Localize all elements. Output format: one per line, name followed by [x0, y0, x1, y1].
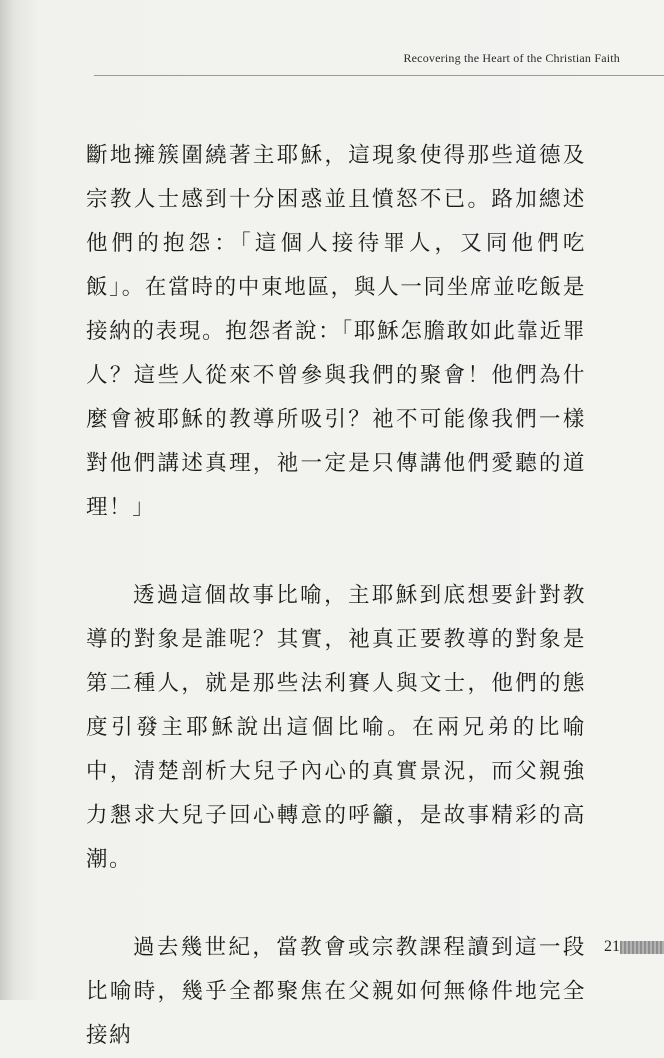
header-rule [94, 75, 664, 76]
running-head-title: Recovering the Heart of the Christian Faith [403, 51, 620, 65]
body-text [86, 134, 586, 1058]
page-edge-tab [620, 941, 664, 954]
page-number: 21 [604, 938, 620, 955]
paragraph-2: 透過這個故事比喻，主耶穌到底想要針對教導的對象是誰呢？其實，祂真正要教導的對象是第二種人，就是那些法利賽人與文士，他們的態度引發主耶穌說出這個比喻。在兩兄弟的比喻中，清楚剖析大兒子內心的真實景況，而父親強力懇求大兒子回心轉意的呼籲，是故事精彩的高潮。 [86, 583, 586, 872]
paragraph-3: 過去幾世紀，當教會或宗教課程讀到這一段比喻時，幾乎全都聚焦在父親如何無條件地完全接納 [86, 935, 586, 1048]
paragraph-1: 斷地擁簇圍繞著主耶穌，這現象使得那些道德及宗教人士感到十分困惑並且憤怒不已。路加總述他們的抱怨：「這個人接待罪人，又同他們吃飯」。在當時的中東地區，與人一同坐席並吃飯是接納的表現。抱怨者說：「耶穌怎膽敢如此靠近罪人？這些人從來不曾參與我們的聚會！他們為什麼會被耶穌的教導所吸引？祂不可能像我們一樣對他們講述真理，祂一定是只傳講他們愛聽的道理！」 [86, 143, 586, 520]
